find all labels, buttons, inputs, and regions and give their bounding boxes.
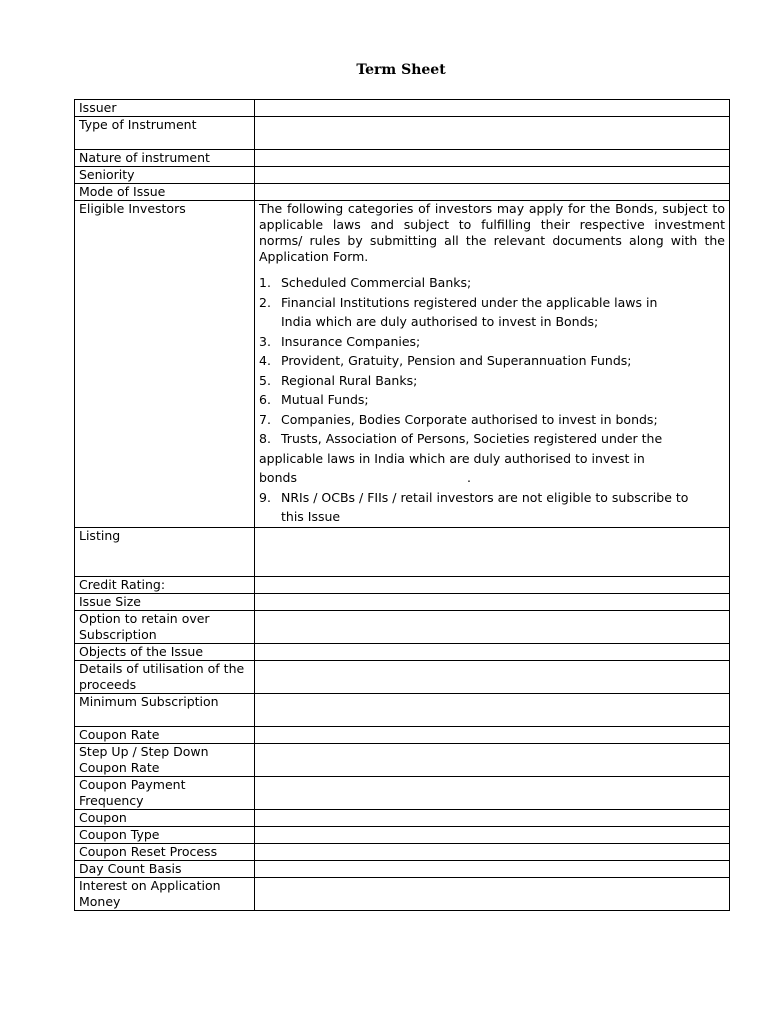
list-item-text: NRIs / OCBs / FIIs / retail investors are not eligible to subscribe to [281,489,689,505]
row-label-eligible-investors: Eligible Investors [75,201,255,528]
row-label-coupon: Coupon [75,809,255,826]
eligible-intro: The following categories of investors may apply for the Bonds, subject to applicable laws and subject to fulfilling their respective investment norms/ rules by submitting all the relevant documents along with the Application Form. [259,201,725,264]
table-row [75,743,730,776]
row-label-mode-of-issue: Mode of Issue [75,184,255,201]
table-row [75,843,730,860]
list-item-text: Financial Institutions registered under the applicable laws in [281,294,658,310]
row-label-coupon-payment-frequency: Coupon Payment Frequency [75,776,255,809]
row-value-eligible-investors [255,201,730,528]
row-value-seniority [255,167,730,184]
list-item-text: Trusts, Association of Persons, Societies registered under the [281,431,663,446]
row-value-coupon-reset-process [255,843,730,860]
list-item [259,410,725,430]
row-value-listing [255,527,730,576]
row-label-interest-on-application-money: Interest on Application Money [75,877,255,910]
row-value-interest-on-application-money [255,877,730,910]
table-row [75,660,730,693]
row-label-listing: Listing [75,527,255,576]
table-row [75,150,730,167]
list-item-number: 3. [259,333,271,349]
table-row [75,527,730,576]
row-label-day-count-basis: Day Count Basis [75,860,255,877]
list-item-number: 7. [259,411,271,427]
table-row [75,610,730,643]
list-item-continuation [259,468,725,488]
row-value-mode-of-issue [255,184,730,201]
table-row [75,117,730,150]
list-item [259,273,725,293]
row-label-seniority: Seniority [75,167,255,184]
row-value-details-of-utilisation-of-the-proceeds [255,660,730,693]
row-value-issuer [255,100,730,117]
list-item-text: Provident, Gratuity, Pension and Superannuation Funds; [281,353,632,368]
table-row [75,576,730,593]
list-item-dot: . [466,470,471,485]
row-value-nature-of-instrument [255,150,730,167]
row-value-coupon [255,809,730,826]
table-row [75,100,730,117]
row-value-coupon-payment-frequency [255,776,730,809]
row-value-option-to-retain-over-subscription [255,610,730,643]
row-label-nature-of-instrument: Nature of instrument [75,150,255,167]
table-row [75,693,730,726]
row-value-issue-size [255,593,730,610]
table-row [75,184,730,201]
eligible-list [259,273,725,527]
row-label-coupon-reset-process: Coupon Reset Process [75,843,255,860]
list-item-continuation-text: bonds [259,470,297,485]
list-item-number: 9. [259,489,271,505]
list-item-continuation: India which are duly authorised to invest in Bonds; [281,314,599,329]
list-item [259,390,725,410]
row-value-coupon-type [255,826,730,843]
term-sheet-table [74,99,730,911]
table-row [75,643,730,660]
list-item [259,351,725,371]
row-value-credit-rating [255,576,730,593]
list-item-number: 8. [259,431,271,446]
row-value-coupon-rate [255,726,730,743]
row-label-option-to-retain-over-subscription: Option to retain over Subscription [75,610,255,643]
list-item [259,293,725,332]
list-item-number: 5. [259,372,271,388]
list-item-text: Scheduled Commercial Banks; [281,275,472,290]
table-row [75,860,730,877]
list-item-text: Companies, Bodies Corporate authorised to invest in bonds; [281,411,658,427]
row-value-type-of-instrument [255,117,730,150]
list-item-text: Regional Rural Banks; [281,372,418,388]
row-value-minimum-subscription [255,693,730,726]
row-label-objects-of-the-issue: Objects of the Issue [75,643,255,660]
list-item [259,488,725,527]
row-label-credit-rating: Credit Rating: [75,576,255,593]
table-row [75,593,730,610]
table-row [75,726,730,743]
list-item-continuation: applicable laws in India which are duly authorised to invest in [259,450,645,466]
list-item-text: Insurance Companies; [281,333,421,349]
row-value-objects-of-the-issue [255,643,730,660]
table-row [75,776,730,809]
list-item [259,332,725,352]
row-value-day-count-basis [255,860,730,877]
list-item [259,429,725,488]
list-item [259,371,725,391]
row-label-coupon-rate: Coupon Rate [75,726,255,743]
list-item-number: 1. [259,275,271,290]
list-item-number: 4. [259,353,271,368]
table-row [75,826,730,843]
row-label-step-up-step-down-coupon-rate: Step Up / Step Down Coupon Rate [75,743,255,776]
row-label-coupon-type: Coupon Type [75,826,255,843]
table-row [75,809,730,826]
row-label-issue-size: Issue Size [75,593,255,610]
list-item-number: 6. [259,392,271,407]
row-label-issuer: Issuer [75,100,255,117]
row-label-type-of-instrument: Type of Instrument [75,117,255,150]
list-item-text: Mutual Funds; [281,392,369,407]
list-item-continuation: this Issue [281,509,341,524]
table-row [75,167,730,184]
table-row [75,877,730,910]
table-row [75,201,730,528]
page-title: Term Sheet [356,62,446,78]
row-label-minimum-subscription: Minimum Subscription [75,693,255,726]
row-value-step-up-step-down-coupon-rate [255,743,730,776]
list-item-number: 2. [259,294,271,310]
row-label-details-of-utilisation-of-the-proceeds: Details of utilisation of the proceeds [75,660,255,693]
